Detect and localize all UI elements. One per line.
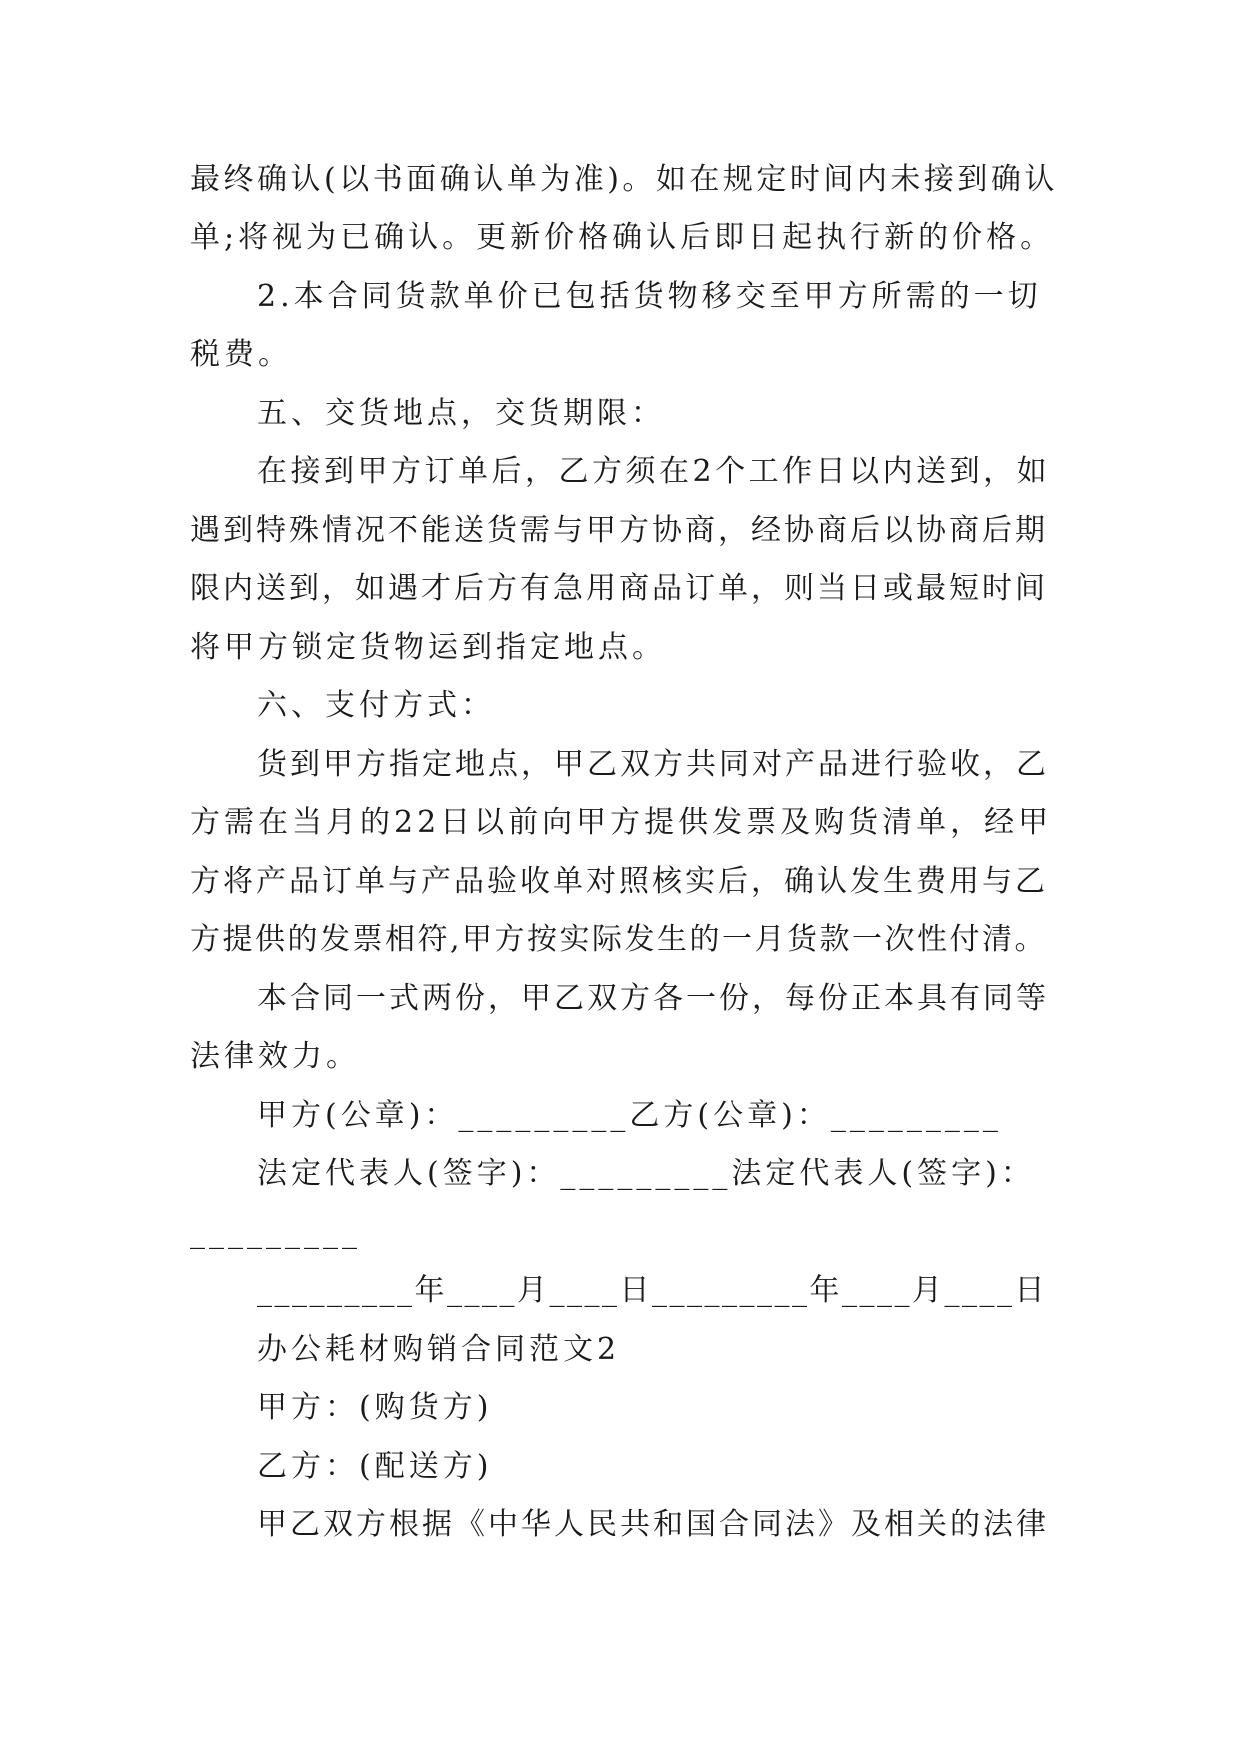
signature-line: 法定代表人(签字)：_________法定代表人(签字)： [257, 1156, 1035, 1191]
paragraph-line: 法律效力。 [190, 1039, 360, 1074]
paragraph-line: 最终确认(以书面确认单为准)。如在规定时间内未接到确认 [190, 162, 1058, 197]
paragraph-line: 税费。 [190, 337, 292, 372]
paragraph-line: 货到甲方指定地点，甲乙双方共同对产品进行验收，乙 [257, 747, 1049, 782]
document-title: 办公耗材购销合同范文2 [257, 1332, 621, 1367]
paragraph-line: 单;将视为已确认。更新价格确认后即日起执行新的价格。 [190, 220, 1055, 255]
paragraph-line: 遇到特殊情况不能送货需与甲方协商，经协商后以协商后期 [190, 513, 1048, 548]
paragraph-line: 2.本合同货款单价已包括货物移交至甲方所需的一切 [257, 279, 1042, 314]
signature-blank: _________ [190, 1215, 361, 1250]
paragraph-line: 甲乙双方根据《中华人民共和国合同法》及相关的法律 [257, 1507, 1049, 1542]
paragraph-line: 方将产品订单与产品验收单对照核实后，确认发生费用与乙 [190, 864, 1048, 899]
party-b-line: 乙方：(配送方) [257, 1449, 493, 1484]
paragraph-line: 限内送到，如遇才后方有急用商品订单，则当日或最短时间 [190, 571, 1048, 606]
paragraph-line: 在接到甲方订单后，乙方须在2个工作日以内送到，如 [257, 454, 1051, 489]
paragraph-line: 方提供的发票相符,甲方按实际发生的一月货款一次性付清。 [190, 922, 1048, 957]
paragraph-line: 本合同一式两份，甲乙双方各一份，每份正本具有同等 [257, 981, 1049, 1016]
section-heading: 六、支付方式： [257, 688, 495, 723]
party-a-line: 甲方：(购货方) [257, 1390, 493, 1425]
paragraph-line: 将甲方锁定货物运到指定地点。 [190, 630, 666, 665]
section-heading: 五、交货地点，交货期限： [257, 396, 665, 431]
seal-line: 甲方(公章)：_________乙方(公章)：_________ [257, 1098, 1002, 1133]
date-line: _________年____月____日_________年____月____日 [257, 1273, 1047, 1308]
paragraph-line: 方需在当月的22日以前向甲方提供发票及购货清单，经甲 [190, 805, 1053, 840]
